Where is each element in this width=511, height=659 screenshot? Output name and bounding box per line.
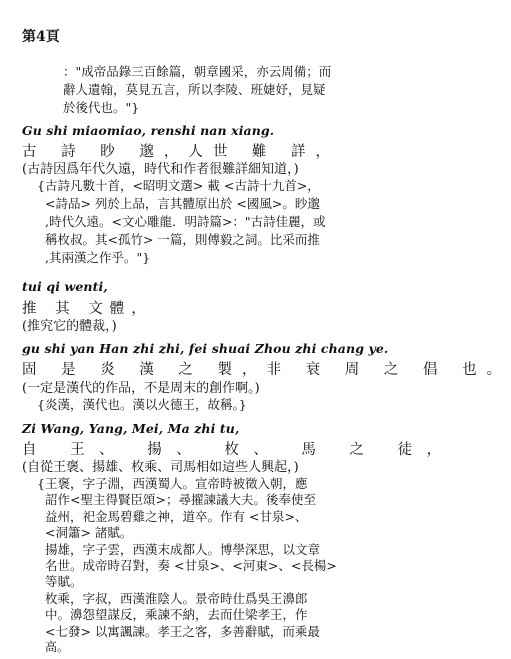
explanation-line: (推究它的體裁，) xyxy=(22,319,117,334)
note-line: 高。 xyxy=(45,640,70,654)
note-line: 稱枚叔。其<孤竹> 一篇，則傅毅之詞。比采而推 xyxy=(45,232,320,247)
note-line: <詩品> 列於上品，言其體原出於 <國風>。眇邈 xyxy=(45,196,320,211)
verse-line: 自 王、 揚、 枚、 馬 之 徒， xyxy=(22,442,456,458)
pinyin-line: Zi Wang, Yang, Mei, Ma zhi tu, xyxy=(22,421,240,436)
note-line: <七發> 以寓諷諫。孝王之客，多善辭賦，而乘最 xyxy=(45,623,320,639)
verse-line: 古 詩 眇 邈，人世 難 詳， xyxy=(22,144,341,160)
note-line: ,其兩漢之作乎。"} xyxy=(45,250,151,265)
note-line: 中。濞怨望謀反，乘諫不納，去而仕梁孝王，作 xyxy=(45,607,308,623)
intro-line: ："成帝品錄三百餘篇，朝章國采，亦云周備；而 xyxy=(63,64,332,79)
explanation-line: (一定是漢代的作品，不是周末的創作啊。) xyxy=(22,381,260,396)
note-line: ,時代久遠。<文心雕龍．明詩篇>："古詩佳麗，或 xyxy=(45,214,326,229)
note-line: 枚乘，字叔，西漢淮陰人。景帝時仕爲吳王濞郎 xyxy=(45,590,308,606)
note-line: 益州，祀金馬碧雞之神，道卒。作有 <甘泉>、 xyxy=(45,508,308,524)
verse-line: 固 是 炎 漢 之 製，非 衰 周 之 倡 也。 xyxy=(22,362,511,378)
explanation-line: (自從王褒、揚雄、枚乘、司馬相如這些人興起，) xyxy=(22,460,299,475)
note-line: {炎漢，漢代也。漢以火德王，故稱。} xyxy=(37,397,247,412)
note-line: <洞簫> 諸賦。 xyxy=(45,525,133,541)
verse-line: 推 其 文體， xyxy=(22,301,153,317)
note-line: {王褒，字子淵，西漢蜀人。宣帝時被徵入朝，應 xyxy=(37,476,308,491)
pinyin-line: Gu shi miaomiao, renshi nan xiang. xyxy=(22,123,275,138)
note-line: 名世。成帝時召對，奏 <甘泉>、<河東>、<長楊> xyxy=(45,558,337,573)
intro-line: 於後代也。"} xyxy=(63,100,140,115)
pinyin-line: tui qi wenti, xyxy=(22,279,108,294)
note-line: 揚雄，字子雲，西漢末成都人。博學深思，以文章 xyxy=(45,541,321,557)
note-line: 詔作<聖主得賢臣頌>；尋擢諫議大夫。後奉使至 xyxy=(45,492,316,508)
page-number: 第4頁 xyxy=(22,29,60,45)
intro-line: 辭人遺翰，莫見五言，所以李陵、班婕妤，見疑 xyxy=(63,82,326,97)
pinyin-line: gu shi yan Han zhi zhi, fei shuai Zhou zhi chang ye. xyxy=(22,341,389,356)
explanation-line: (古詩因爲年代久遠，時代和作者很難詳細知道，) xyxy=(22,162,299,177)
note-line: {古詩凡數十首，<昭明文選> 載 <古詩十九首>， xyxy=(37,178,320,193)
note-line: 等賦。 xyxy=(45,574,83,590)
